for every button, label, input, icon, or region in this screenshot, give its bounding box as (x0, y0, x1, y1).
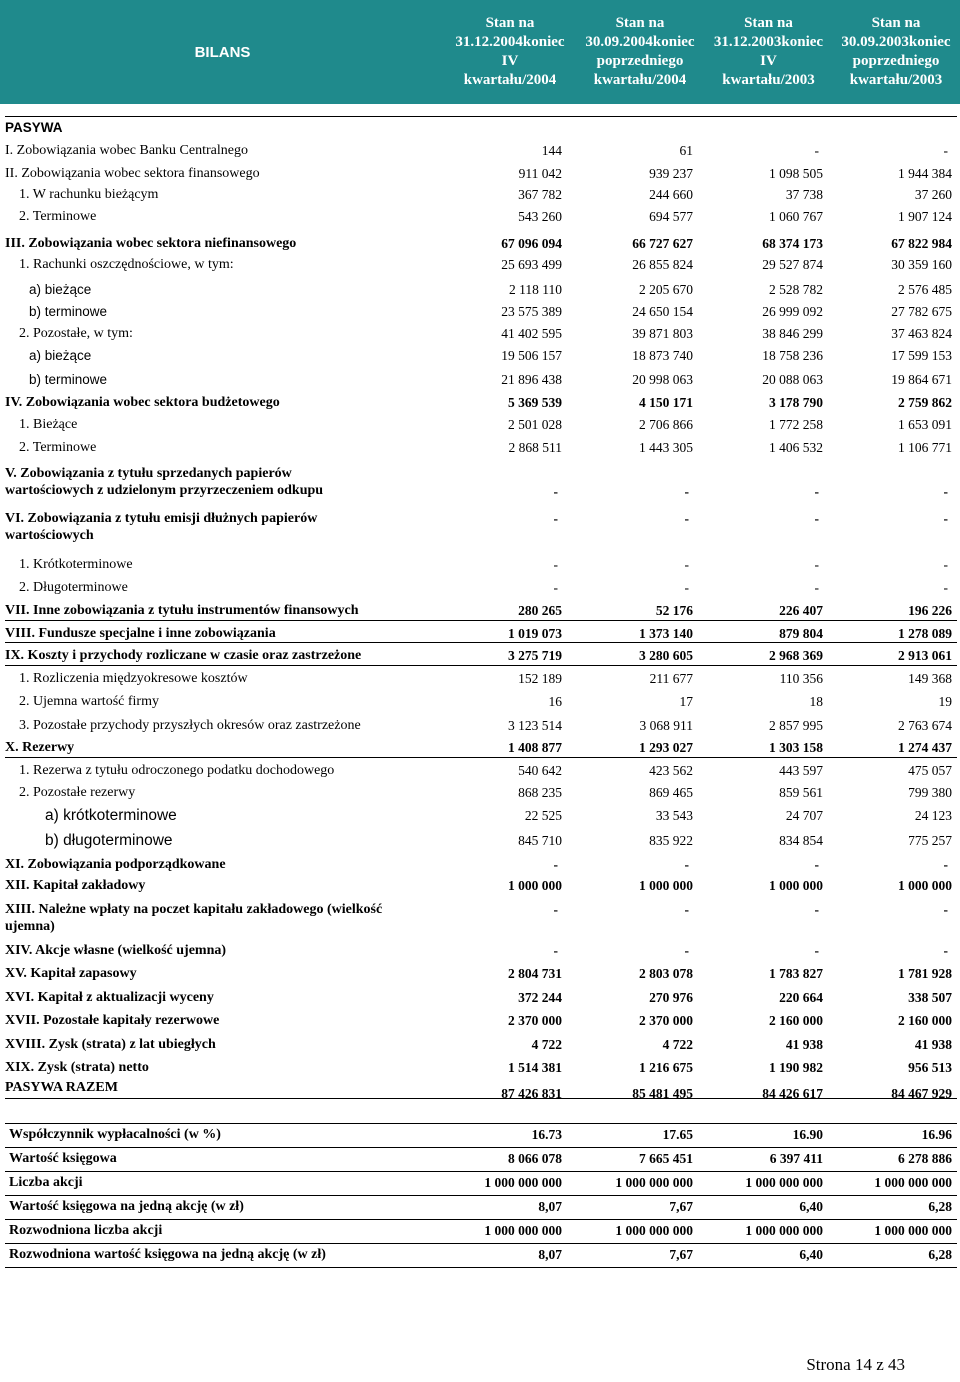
row-label: XI. Zobowiązania podporządkowane (5, 857, 226, 872)
row-value-col-1: 5 369 539 (508, 395, 562, 410)
row-value-col-4: 24 123 (914, 808, 952, 823)
row-value-col-1: - (553, 580, 558, 595)
row-value-col-3: 29 527 874 (762, 257, 823, 272)
row-value-col-2: - (684, 511, 689, 526)
row-label: 3. Pozostałe przychody przyszłych okresów oraz zastrzeżone (19, 718, 361, 733)
table-row (5, 829, 957, 853)
row-value-col-3: 2 160 000 (769, 1013, 823, 1028)
table-row (5, 344, 957, 368)
row-value-col-3: 24 707 (785, 808, 823, 823)
ratio-label: Rozwodniona wartość księgowa na jedną akcję (w zł) (9, 1247, 326, 1262)
row-value-col-2: 1 000 000 (639, 878, 693, 893)
row-value-col-4: 84 467 929 (891, 1086, 952, 1101)
row-value-col-2: 2 803 078 (639, 966, 693, 981)
row-value-col-1: 3 123 514 (508, 718, 562, 733)
row-value-col-4: 17 599 153 (891, 348, 952, 363)
row-label: XIV. Akcje własne (wielkość ujemna) (5, 943, 227, 958)
row-value-col-3: 3 178 790 (769, 395, 823, 410)
row-value-col-2: 3 068 911 (639, 718, 693, 733)
row-value-col-3: 859 561 (779, 785, 823, 800)
row-value-col-2: 423 562 (649, 763, 693, 778)
ratio-value-col-4: 16.96 (921, 1127, 952, 1142)
ratio-row (5, 1244, 957, 1268)
row-value-col-3: - (814, 143, 819, 158)
row-value-col-3: 1 303 158 (769, 740, 823, 755)
row-label: 2. Pozostałe, w tym: (19, 326, 133, 341)
ratio-value-col-1: 8,07 (538, 1199, 562, 1214)
row-value-col-1: 4 722 (531, 1037, 562, 1052)
row-label: XII. Kapitał zakładowy (5, 878, 146, 893)
table-row (5, 622, 957, 644)
ratio-value-col-2: 7 665 451 (639, 1151, 693, 1166)
row-value-col-1: 152 189 (518, 671, 562, 686)
row-label: 1. Rachunki oszczędnościowe, w tym: (19, 257, 234, 272)
row-value-col-4: - (943, 580, 948, 595)
row-label: V. Zobowiązania z tytułu sprzedanych papierów wartościowych z udzielonym przyrzeczeniem odkupu (5, 466, 324, 498)
row-value-col-2: 18 873 740 (632, 348, 693, 363)
table-row (5, 139, 957, 162)
row-value-col-4: - (943, 143, 948, 158)
row-label: XIII. Należne wpłaty na poczet kapitału zakładowego (wielkość ujemna) (5, 902, 383, 934)
row-value-col-3: - (814, 857, 819, 872)
row-value-col-4: 338 507 (908, 990, 952, 1005)
row-underline (5, 642, 957, 643)
row-label: III. Zobowiązania wobec sektora niefinansowego (5, 236, 297, 251)
ratio-value-col-2: 7,67 (669, 1247, 693, 1262)
row-value-col-3: 879 804 (779, 626, 823, 641)
ratio-value-col-2: 7,67 (669, 1199, 693, 1214)
row-value-col-2: 52 176 (655, 603, 693, 618)
row-value-col-1: 1 408 877 (508, 740, 562, 755)
row-underline (5, 757, 957, 758)
row-value-col-3: 1 000 000 (769, 878, 823, 893)
row-label: 2. Terminowe (19, 440, 97, 455)
page-number: Strona 14 z 43 (806, 1355, 905, 1374)
row-value-col-1: - (553, 902, 558, 917)
row-value-col-3: 2 528 782 (769, 282, 823, 297)
row-value-col-1: 41 402 595 (501, 326, 562, 341)
row-value-col-3: 1 772 258 (769, 417, 823, 432)
ratio-label: Rozwodniona liczba akcji (9, 1223, 163, 1238)
row-value-col-4: 2 576 485 (898, 282, 952, 297)
row-value-col-2: 1 443 305 (639, 440, 693, 455)
row-value-col-1: 23 575 389 (501, 304, 562, 319)
row-value-col-4: - (943, 511, 948, 526)
table-row (5, 391, 957, 413)
table-row (5, 781, 957, 804)
row-value-col-4: 2 913 061 (898, 648, 952, 663)
row-value-col-3: 1 060 767 (769, 209, 823, 224)
ratio-value-col-1: 8 066 078 (508, 1151, 562, 1166)
row-value-col-4: - (943, 484, 948, 499)
row-label: VIII. Fundusze specjalne i inne zobowiązania (5, 626, 276, 641)
row-value-col-2: 939 237 (649, 166, 693, 181)
column-header-2: Stan na 30.09.2004koniec poprzedniego kwartału/2004 (585, 15, 695, 88)
row-value-col-2: - (684, 580, 689, 595)
row-value-col-4: 775 257 (908, 833, 952, 848)
row-underline (5, 620, 957, 621)
table-row (5, 576, 957, 599)
row-label: 1. Rezerwa z tytułu odroczonego podatku dochodowego (19, 763, 335, 778)
row-label: II. Zobowiązania wobec sektora finansowego (5, 166, 260, 181)
row-label: 2. Terminowe (19, 209, 97, 224)
table-row (5, 986, 957, 1009)
row-value-col-4: 1 781 928 (898, 966, 952, 981)
table-row (5, 898, 957, 939)
row-value-col-1: 911 042 (518, 166, 562, 181)
row-label: IX. Koszty i przychody rozliczane w czasie oraz zastrzeżone (5, 648, 362, 663)
ratio-value-col-3: 1 000 000 000 (745, 1223, 823, 1238)
row-value-col-3: - (814, 902, 819, 917)
table-row (5, 939, 957, 962)
row-value-col-2: 85 481 495 (632, 1086, 693, 1101)
row-label: VI. Zobowiązania z tytułu emisji dłużnych papierów wartościowych (5, 511, 318, 543)
row-value-col-3: 1 098 505 (769, 166, 823, 181)
row-value-col-2: 4 150 171 (639, 395, 693, 410)
row-value-col-3: - (814, 943, 819, 958)
row-label: 1. Bieżące (19, 417, 78, 432)
row-value-col-2: - (684, 943, 689, 958)
row-value-col-4: 475 057 (908, 763, 952, 778)
row-value-col-3: 443 597 (779, 763, 823, 778)
row-label: XIX. Zysk (strata) netto (5, 1060, 149, 1075)
row-value-col-1: - (553, 557, 558, 572)
ratios-table (5, 1123, 957, 1268)
row-label: b) terminowe (29, 372, 108, 387)
table-row (5, 300, 957, 322)
row-label: 2. Długoterminowe (19, 580, 128, 595)
table-row (5, 714, 957, 736)
row-value-col-4: 41 938 (914, 1037, 952, 1052)
row-value-col-4: 37 463 824 (891, 326, 952, 341)
row-value-col-2: 17 (679, 694, 693, 709)
row-value-col-4: 1 907 124 (898, 209, 952, 224)
row-value-col-3: 26 999 092 (762, 304, 823, 319)
row-value-col-2: 20 998 063 (632, 372, 693, 387)
row-value-col-2: 66 727 627 (632, 236, 693, 251)
column-header-4: Stan na 30.09.2003koniec poprzedniego kwartału/2003 (841, 15, 951, 88)
row-value-col-1: 543 260 (518, 209, 562, 224)
row-value-col-4: 1 944 384 (898, 166, 952, 181)
ratio-value-col-3: 6,40 (799, 1199, 823, 1214)
row-value-col-1: - (553, 484, 558, 499)
row-value-col-3: 834 854 (779, 833, 823, 848)
row-value-col-1: 25 693 499 (501, 257, 562, 272)
ratio-value-col-3: 6,40 (799, 1247, 823, 1262)
ratio-value-col-3: 1 000 000 000 (745, 1175, 823, 1190)
row-label: PASYWA (5, 120, 63, 135)
table-row (5, 116, 957, 139)
row-label: XVI. Kapitał z aktualizacji wyceny (5, 990, 214, 1005)
table-row (5, 183, 957, 205)
table-row (5, 436, 957, 462)
row-value-col-4: 2 160 000 (898, 1013, 952, 1028)
ratio-row (5, 1196, 957, 1220)
row-value-col-2: 1 373 140 (639, 626, 693, 641)
row-value-col-2: 26 855 824 (632, 257, 693, 272)
row-value-col-4: 956 513 (908, 1060, 952, 1075)
row-value-col-2: 211 677 (649, 671, 693, 686)
row-value-col-3: 1 190 982 (769, 1060, 823, 1075)
row-value-col-2: - (684, 857, 689, 872)
row-value-col-4: 1 000 000 (898, 878, 952, 893)
ratio-value-col-3: 6 397 411 (769, 1151, 823, 1166)
table-row (5, 874, 957, 898)
row-value-col-4: 1 106 771 (898, 440, 952, 455)
row-value-col-2: 835 922 (649, 833, 693, 848)
row-value-col-2: - (684, 484, 689, 499)
ratio-value-col-3: 16.90 (792, 1127, 823, 1142)
row-value-col-3: - (814, 484, 819, 499)
row-value-col-4: - (943, 557, 948, 572)
row-value-col-3: 220 664 (779, 990, 823, 1005)
row-value-col-4: 19 (938, 694, 952, 709)
row-value-col-3: 18 (809, 694, 823, 709)
row-label: 1. Krótkoterminowe (19, 557, 133, 572)
row-value-col-2: 2 706 866 (639, 417, 693, 432)
row-value-col-4: 799 380 (908, 785, 952, 800)
table-header (0, 0, 960, 104)
row-label: a) krótkoterminowe (45, 807, 177, 824)
table-row (5, 1009, 957, 1033)
table-row (5, 667, 957, 690)
ratio-label: Współczynnik wypłacalności (w %) (9, 1127, 221, 1142)
row-value-col-1: 280 265 (518, 603, 562, 618)
row-value-col-4: 1 278 089 (898, 626, 952, 641)
row-value-col-2: 1 216 675 (639, 1060, 693, 1075)
row-value-col-3: 226 407 (779, 603, 823, 618)
table-row (5, 278, 957, 300)
table-row (5, 205, 957, 230)
row-value-col-1: 845 710 (518, 833, 562, 848)
row-value-col-2: 270 976 (649, 990, 693, 1005)
row-value-col-3: - (814, 511, 819, 526)
row-value-col-4: 30 359 160 (891, 257, 952, 272)
row-value-col-1: 1 000 000 (508, 878, 562, 893)
row-label: X. Rezerwy (5, 740, 75, 755)
row-value-col-1: 3 275 719 (508, 648, 562, 663)
row-value-col-3: 84 426 617 (762, 1086, 823, 1101)
row-underline (5, 665, 957, 666)
row-label: XVII. Pozostałe kapitały rezerwowe (5, 1013, 220, 1028)
row-value-col-3: 1 783 827 (769, 966, 823, 981)
row-value-col-4: 149 368 (908, 671, 952, 686)
table-row (5, 599, 957, 622)
row-label: a) bieżące (29, 348, 92, 363)
row-value-col-4: 19 864 671 (891, 372, 952, 387)
row-value-col-3: - (814, 580, 819, 595)
table-row (5, 853, 957, 874)
ratio-value-col-2: 17.65 (662, 1127, 693, 1142)
table-row (5, 736, 957, 759)
row-value-col-3: - (814, 557, 819, 572)
table-row (5, 322, 957, 344)
table-top-rule (5, 116, 957, 117)
ratio-label: Wartość księgowa (9, 1151, 117, 1166)
column-header-3: Stan na 31.12.2003koniec IV kwartału/2003 (713, 15, 824, 88)
row-label: b) terminowe (29, 304, 108, 319)
row-value-col-2: 33 543 (655, 808, 693, 823)
row-value-col-4: 196 226 (908, 603, 952, 618)
row-value-col-1: 1 514 381 (508, 1060, 562, 1075)
row-value-col-3: 20 088 063 (762, 372, 823, 387)
row-label: I. Zobowiązania wobec Banku Centralnego (5, 143, 248, 158)
row-value-col-1: 67 096 094 (501, 236, 562, 251)
ratio-value-col-4: 6,28 (928, 1247, 952, 1262)
ratio-value-col-4: 1 000 000 000 (874, 1175, 952, 1190)
ratio-value-col-1: 16.73 (531, 1127, 562, 1142)
table-row (5, 553, 957, 576)
row-value-col-1: 16 (548, 694, 562, 709)
row-value-col-1: 87 426 831 (501, 1086, 562, 1101)
row-value-col-1: 2 118 110 (509, 282, 562, 297)
row-value-col-1: - (553, 943, 558, 958)
row-value-col-2: 1 293 027 (639, 740, 693, 755)
row-label: IV. Zobowiązania wobec sektora budżetowego (5, 395, 280, 410)
row-value-col-2: - (684, 557, 689, 572)
ratio-value-col-1: 1 000 000 000 (484, 1223, 562, 1238)
row-value-col-1: - (553, 511, 558, 526)
row-value-col-2: 2 205 670 (639, 282, 693, 297)
table-row (5, 413, 957, 436)
row-value-col-4: 2 763 674 (898, 718, 952, 733)
table-row (5, 962, 957, 986)
ratio-row (5, 1220, 957, 1244)
table-row (5, 1033, 957, 1056)
row-value-col-1: 367 782 (518, 187, 562, 202)
row-value-col-2: 39 871 803 (632, 326, 693, 341)
column-header-1: Stan na 31.12.2004koniec IV kwartału/2004 (455, 15, 565, 88)
table-row (5, 507, 957, 553)
table-row (5, 690, 957, 714)
ratio-value-col-4: 6 278 886 (898, 1151, 952, 1166)
row-value-col-1: 2 370 000 (508, 1013, 562, 1028)
table-row (5, 804, 957, 829)
row-label: XV. Kapitał zapasowy (5, 966, 137, 981)
ratio-value-col-4: 1 000 000 000 (874, 1223, 952, 1238)
row-value-col-3: 110 356 (779, 671, 823, 686)
row-value-col-2: 244 660 (649, 187, 693, 202)
row-label: 1. Rozliczenia międzyokresowe kosztów (19, 671, 248, 686)
row-value-col-1: 144 (541, 143, 562, 158)
table-row (5, 1076, 957, 1108)
ratio-row (5, 1148, 957, 1172)
row-label: 2. Ujemna wartość firmy (19, 694, 159, 709)
ratio-value-col-2: 1 000 000 000 (615, 1223, 693, 1238)
row-value-col-4: - (943, 902, 948, 917)
row-label: PASYWA RAZEM (5, 1080, 118, 1095)
row-value-col-3: 2 968 369 (769, 648, 823, 663)
row-value-col-4: - (943, 857, 948, 872)
row-value-col-1: 540 642 (518, 763, 562, 778)
row-value-col-3: 41 938 (785, 1037, 823, 1052)
ratio-value-col-1: 1 000 000 000 (484, 1175, 562, 1190)
bilans-title: BILANS (194, 43, 251, 61)
row-value-col-4: 67 822 984 (891, 236, 952, 251)
row-value-col-4: 1 653 091 (898, 417, 952, 432)
table-row (5, 253, 957, 278)
row-value-col-1: - (553, 857, 558, 872)
row-label: a) bieżące (29, 282, 92, 297)
table-row (5, 759, 957, 781)
row-value-col-1: 868 235 (518, 785, 562, 800)
row-value-col-2: 869 465 (649, 785, 693, 800)
table-row (5, 162, 957, 183)
row-value-col-1: 2 804 731 (508, 966, 562, 981)
row-value-col-2: 24 650 154 (632, 304, 693, 319)
row-value-col-2: 2 370 000 (639, 1013, 693, 1028)
row-value-col-3: 38 846 299 (762, 326, 823, 341)
row-label: XVIII. Zysk (strata) z lat ubiegłych (5, 1037, 216, 1052)
ratio-row (5, 1172, 957, 1196)
ratio-value-col-2: 1 000 000 000 (615, 1175, 693, 1190)
row-value-col-1: 22 525 (524, 808, 562, 823)
table-row (5, 1056, 957, 1076)
row-label: b) długoterminowe (45, 832, 173, 849)
row-value-col-2: 3 280 605 (639, 648, 693, 663)
ratio-value-col-1: 8,07 (538, 1247, 562, 1262)
row-value-col-1: 2 868 511 (508, 440, 562, 455)
table-row (5, 462, 957, 507)
table-row (5, 368, 957, 391)
ratio-label: Wartość księgowa na jedną akcję (w zł) (9, 1199, 244, 1214)
row-value-col-1: 19 506 157 (501, 348, 562, 363)
ratio-label: Liczba akcji (9, 1175, 83, 1190)
row-value-col-3: 2 857 995 (769, 718, 823, 733)
row-value-col-4: - (943, 943, 948, 958)
balance-sheet-table (5, 116, 957, 1116)
row-value-col-2: 4 722 (662, 1037, 693, 1052)
table-row (5, 644, 957, 667)
row-value-col-1: 2 501 028 (508, 417, 562, 432)
row-value-col-1: 1 019 073 (508, 626, 562, 641)
row-value-col-3: 1 406 532 (769, 440, 823, 455)
ratio-row (5, 1124, 957, 1148)
row-value-col-4: 37 260 (914, 187, 952, 202)
row-label: VII. Inne zobowiązania z tytułu instrumentów finansowych (5, 603, 359, 618)
table-bottom-rule (5, 1098, 957, 1099)
row-value-col-1: 372 244 (518, 990, 562, 1005)
row-label: 1. W rachunku bieżącym (19, 187, 159, 202)
row-value-col-1: 21 896 438 (501, 372, 562, 387)
row-value-col-3: 68 374 173 (762, 236, 823, 251)
row-value-col-3: 37 738 (785, 187, 823, 202)
row-value-col-2: - (684, 902, 689, 917)
row-value-col-2: 61 (679, 143, 693, 158)
row-value-col-4: 27 782 675 (891, 304, 952, 319)
row-value-col-4: 1 274 437 (898, 740, 952, 755)
table-row (5, 232, 957, 253)
row-value-col-2: 694 577 (649, 209, 693, 224)
row-value-col-3: 18 758 236 (762, 348, 823, 363)
ratio-value-col-4: 6,28 (928, 1199, 952, 1214)
row-value-col-4: 2 759 862 (898, 395, 952, 410)
row-label: 2. Pozostałe rezerwy (19, 785, 136, 800)
